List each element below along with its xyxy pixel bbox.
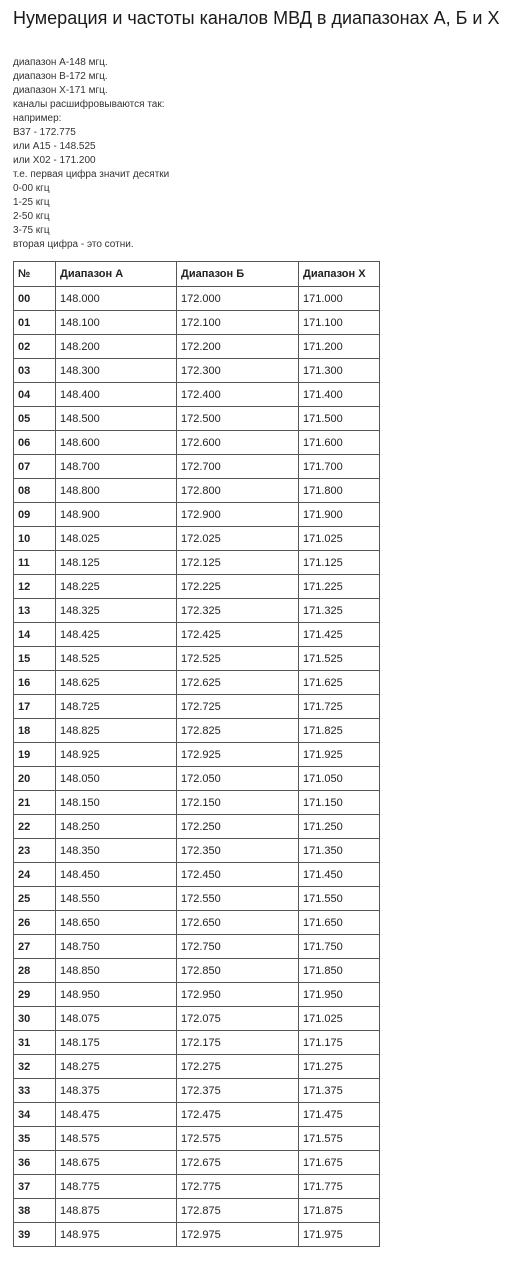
band-b-frequency: 172.025 bbox=[177, 527, 299, 551]
band-x-frequency: 171.700 bbox=[299, 455, 379, 479]
band-a-frequency: 148.525 bbox=[56, 647, 177, 671]
band-b-frequency: 172.900 bbox=[177, 503, 299, 527]
band-b-frequency: 172.600 bbox=[177, 431, 299, 455]
band-b-frequency: 172.700 bbox=[177, 455, 299, 479]
band-a-frequency: 148.600 bbox=[56, 431, 177, 455]
band-a-frequency: 148.950 bbox=[56, 983, 177, 1007]
band-x-frequency: 171.450 bbox=[299, 863, 379, 887]
band-b-frequency: 172.325 bbox=[177, 599, 299, 623]
intro-line: диапазон Х-171 мгц. bbox=[13, 85, 108, 96]
table-row bbox=[14, 1199, 379, 1223]
band-x-frequency: 171.650 bbox=[299, 911, 379, 935]
band-a-frequency: 148.200 bbox=[56, 335, 177, 359]
channel-number: 33 bbox=[14, 1079, 56, 1103]
header-band-a: Диапазон А bbox=[56, 262, 177, 287]
channel-number: 12 bbox=[14, 575, 56, 599]
table-row bbox=[14, 959, 379, 983]
band-x-frequency: 171.050 bbox=[299, 767, 379, 791]
band-a-frequency: 148.400 bbox=[56, 383, 177, 407]
channel-number: 27 bbox=[14, 935, 56, 959]
channel-number: 29 bbox=[14, 983, 56, 1007]
header-number: № bbox=[14, 262, 56, 287]
band-a-frequency: 148.900 bbox=[56, 503, 177, 527]
band-b-frequency: 172.850 bbox=[177, 959, 299, 983]
band-a-frequency: 148.975 bbox=[56, 1223, 177, 1246]
band-a-frequency: 148.275 bbox=[56, 1055, 177, 1079]
table-row bbox=[14, 1151, 379, 1175]
band-a-frequency: 148.125 bbox=[56, 551, 177, 575]
channel-number: 17 bbox=[14, 695, 56, 719]
band-b-frequency: 172.425 bbox=[177, 623, 299, 647]
band-x-frequency: 171.550 bbox=[299, 887, 379, 911]
band-b-frequency: 172.625 bbox=[177, 671, 299, 695]
band-x-frequency: 171.025 bbox=[299, 527, 379, 551]
band-x-frequency: 171.350 bbox=[299, 839, 379, 863]
intro-line: т.е. первая цифра значит десятки bbox=[13, 169, 170, 180]
intro-line: диапазон В-172 мгц. bbox=[13, 71, 108, 82]
intro-text bbox=[13, 56, 169, 252]
channel-number: 16 bbox=[14, 671, 56, 695]
band-a-frequency: 148.700 bbox=[56, 455, 177, 479]
band-a-frequency: 148.625 bbox=[56, 671, 177, 695]
band-x-frequency: 171.925 bbox=[299, 743, 379, 767]
table-row bbox=[14, 1007, 379, 1031]
frequency-table bbox=[13, 261, 380, 1247]
channel-number: 18 bbox=[14, 719, 56, 743]
band-x-frequency: 171.425 bbox=[299, 623, 379, 647]
table-row bbox=[14, 311, 379, 335]
table-row bbox=[14, 671, 379, 695]
channel-number: 03 bbox=[14, 359, 56, 383]
table-row bbox=[14, 431, 379, 455]
band-a-frequency: 148.650 bbox=[56, 911, 177, 935]
band-a-frequency: 148.850 bbox=[56, 959, 177, 983]
table-row bbox=[14, 1079, 379, 1103]
channel-number: 35 bbox=[14, 1127, 56, 1151]
band-a-frequency: 148.025 bbox=[56, 527, 177, 551]
table-row bbox=[14, 1223, 379, 1246]
intro-line: 0-00 кгц bbox=[13, 183, 50, 194]
channel-number: 06 bbox=[14, 431, 56, 455]
band-a-frequency: 148.050 bbox=[56, 767, 177, 791]
band-x-frequency: 171.775 bbox=[299, 1175, 379, 1199]
band-x-frequency: 171.225 bbox=[299, 575, 379, 599]
band-b-frequency: 172.000 bbox=[177, 287, 299, 311]
channel-number: 20 bbox=[14, 767, 56, 791]
band-x-frequency: 171.100 bbox=[299, 311, 379, 335]
band-b-frequency: 172.175 bbox=[177, 1031, 299, 1055]
intro-line: 3-75 кгц bbox=[13, 225, 50, 236]
band-x-frequency: 171.950 bbox=[299, 983, 379, 1007]
band-b-frequency: 172.275 bbox=[177, 1055, 299, 1079]
band-x-frequency: 171.000 bbox=[299, 287, 379, 311]
band-x-frequency: 171.300 bbox=[299, 359, 379, 383]
channel-number: 31 bbox=[14, 1031, 56, 1055]
band-x-frequency: 171.125 bbox=[299, 551, 379, 575]
table-row bbox=[14, 359, 379, 383]
band-b-frequency: 172.450 bbox=[177, 863, 299, 887]
band-a-frequency: 148.425 bbox=[56, 623, 177, 647]
channel-number: 37 bbox=[14, 1175, 56, 1199]
band-x-frequency: 171.500 bbox=[299, 407, 379, 431]
channel-number: 13 bbox=[14, 599, 56, 623]
band-a-frequency: 148.250 bbox=[56, 815, 177, 839]
band-a-frequency: 148.350 bbox=[56, 839, 177, 863]
band-x-frequency: 171.575 bbox=[299, 1127, 379, 1151]
channel-number: 08 bbox=[14, 479, 56, 503]
channel-number: 32 bbox=[14, 1055, 56, 1079]
channel-number: 14 bbox=[14, 623, 56, 647]
band-a-frequency: 148.575 bbox=[56, 1127, 177, 1151]
band-a-frequency: 148.000 bbox=[56, 287, 177, 311]
table-row bbox=[14, 911, 379, 935]
band-x-frequency: 171.325 bbox=[299, 599, 379, 623]
band-x-frequency: 171.025 bbox=[299, 1007, 379, 1031]
band-a-frequency: 148.150 bbox=[56, 791, 177, 815]
band-a-frequency: 148.500 bbox=[56, 407, 177, 431]
table-row bbox=[14, 839, 379, 863]
band-x-frequency: 171.850 bbox=[299, 959, 379, 983]
table-body bbox=[14, 287, 379, 1246]
band-b-frequency: 172.050 bbox=[177, 767, 299, 791]
band-a-frequency: 148.475 bbox=[56, 1103, 177, 1127]
table-row bbox=[14, 887, 379, 911]
band-a-frequency: 148.450 bbox=[56, 863, 177, 887]
channel-number: 26 bbox=[14, 911, 56, 935]
band-x-frequency: 171.725 bbox=[299, 695, 379, 719]
band-x-frequency: 171.375 bbox=[299, 1079, 379, 1103]
intro-line: или А15 - 148.525 bbox=[13, 141, 96, 152]
channel-number: 00 bbox=[14, 287, 56, 311]
table-row bbox=[14, 719, 379, 743]
band-b-frequency: 172.800 bbox=[177, 479, 299, 503]
table-row bbox=[14, 407, 379, 431]
band-x-frequency: 171.675 bbox=[299, 1151, 379, 1175]
band-x-frequency: 171.800 bbox=[299, 479, 379, 503]
table-row bbox=[14, 527, 379, 551]
channel-number: 39 bbox=[14, 1223, 56, 1246]
channel-number: 23 bbox=[14, 839, 56, 863]
channel-number: 15 bbox=[14, 647, 56, 671]
table-row bbox=[14, 1031, 379, 1055]
table-row bbox=[14, 935, 379, 959]
table-row bbox=[14, 287, 379, 311]
band-x-frequency: 171.475 bbox=[299, 1103, 379, 1127]
channel-number: 36 bbox=[14, 1151, 56, 1175]
intro-line: 2-50 кгц bbox=[13, 211, 50, 222]
band-x-frequency: 171.600 bbox=[299, 431, 379, 455]
band-x-frequency: 171.525 bbox=[299, 647, 379, 671]
band-x-frequency: 171.625 bbox=[299, 671, 379, 695]
table-row bbox=[14, 599, 379, 623]
table-row bbox=[14, 695, 379, 719]
band-b-frequency: 172.225 bbox=[177, 575, 299, 599]
band-x-frequency: 171.875 bbox=[299, 1199, 379, 1223]
band-b-frequency: 172.500 bbox=[177, 407, 299, 431]
band-a-frequency: 148.375 bbox=[56, 1079, 177, 1103]
table-row bbox=[14, 863, 379, 887]
band-b-frequency: 172.575 bbox=[177, 1127, 299, 1151]
band-b-frequency: 172.950 bbox=[177, 983, 299, 1007]
band-b-frequency: 172.150 bbox=[177, 791, 299, 815]
band-a-frequency: 148.100 bbox=[56, 311, 177, 335]
band-b-frequency: 172.725 bbox=[177, 695, 299, 719]
table-row bbox=[14, 575, 379, 599]
band-a-frequency: 148.800 bbox=[56, 479, 177, 503]
band-b-frequency: 172.675 bbox=[177, 1151, 299, 1175]
table-header-row bbox=[14, 262, 379, 287]
header-band-b: Диапазон Б bbox=[177, 262, 299, 287]
table-row bbox=[14, 767, 379, 791]
band-b-frequency: 172.750 bbox=[177, 935, 299, 959]
table-row bbox=[14, 983, 379, 1007]
intro-line: например: bbox=[13, 113, 62, 124]
table-row bbox=[14, 1175, 379, 1199]
band-b-frequency: 172.525 bbox=[177, 647, 299, 671]
band-a-frequency: 148.925 bbox=[56, 743, 177, 767]
band-a-frequency: 148.550 bbox=[56, 887, 177, 911]
band-a-frequency: 148.775 bbox=[56, 1175, 177, 1199]
band-b-frequency: 172.825 bbox=[177, 719, 299, 743]
band-b-frequency: 172.775 bbox=[177, 1175, 299, 1199]
intro-line: вторая цифра - это сотни. bbox=[13, 239, 134, 250]
table-row bbox=[14, 815, 379, 839]
intro-line: или Х02 - 171.200 bbox=[13, 155, 96, 166]
band-b-frequency: 172.125 bbox=[177, 551, 299, 575]
band-a-frequency: 148.825 bbox=[56, 719, 177, 743]
band-x-frequency: 171.750 bbox=[299, 935, 379, 959]
channel-number: 24 bbox=[14, 863, 56, 887]
table-row bbox=[14, 551, 379, 575]
table-row bbox=[14, 1127, 379, 1151]
band-b-frequency: 172.100 bbox=[177, 311, 299, 335]
intro-line: диапазон А-148 мгц. bbox=[13, 57, 108, 68]
header-band-x: Диапазон Х bbox=[299, 262, 379, 287]
band-b-frequency: 172.200 bbox=[177, 335, 299, 359]
band-a-frequency: 148.325 bbox=[56, 599, 177, 623]
page-title: Нумерация и частоты каналов МВД в диапазонах А, Б и Х bbox=[13, 8, 500, 28]
table-row bbox=[14, 455, 379, 479]
channel-number: 04 bbox=[14, 383, 56, 407]
band-b-frequency: 172.975 bbox=[177, 1223, 299, 1246]
channel-number: 28 bbox=[14, 959, 56, 983]
band-b-frequency: 172.875 bbox=[177, 1199, 299, 1223]
table-row bbox=[14, 623, 379, 647]
table-row bbox=[14, 383, 379, 407]
band-x-frequency: 171.150 bbox=[299, 791, 379, 815]
channel-number: 34 bbox=[14, 1103, 56, 1127]
band-b-frequency: 172.350 bbox=[177, 839, 299, 863]
band-b-frequency: 172.650 bbox=[177, 911, 299, 935]
band-a-frequency: 148.675 bbox=[56, 1151, 177, 1175]
band-x-frequency: 171.275 bbox=[299, 1055, 379, 1079]
table-row bbox=[14, 503, 379, 527]
band-x-frequency: 171.400 bbox=[299, 383, 379, 407]
band-x-frequency: 171.200 bbox=[299, 335, 379, 359]
table-row bbox=[14, 791, 379, 815]
band-a-frequency: 148.725 bbox=[56, 695, 177, 719]
channel-number: 11 bbox=[14, 551, 56, 575]
band-b-frequency: 172.375 bbox=[177, 1079, 299, 1103]
channel-number: 25 bbox=[14, 887, 56, 911]
band-x-frequency: 171.900 bbox=[299, 503, 379, 527]
channel-number: 05 bbox=[14, 407, 56, 431]
band-a-frequency: 148.075 bbox=[56, 1007, 177, 1031]
band-x-frequency: 171.250 bbox=[299, 815, 379, 839]
channel-number: 19 bbox=[14, 743, 56, 767]
band-b-frequency: 172.400 bbox=[177, 383, 299, 407]
intro-line: В37 - 172.775 bbox=[13, 127, 76, 138]
channel-number: 02 bbox=[14, 335, 56, 359]
band-a-frequency: 148.875 bbox=[56, 1199, 177, 1223]
band-a-frequency: 148.225 bbox=[56, 575, 177, 599]
channel-number: 10 bbox=[14, 527, 56, 551]
band-b-frequency: 172.250 bbox=[177, 815, 299, 839]
table-row bbox=[14, 335, 379, 359]
channel-number: 21 bbox=[14, 791, 56, 815]
table-row bbox=[14, 1055, 379, 1079]
band-b-frequency: 172.075 bbox=[177, 1007, 299, 1031]
band-x-frequency: 171.975 bbox=[303, 1228, 343, 1241]
channel-number: 07 bbox=[14, 455, 56, 479]
channel-number: 09 bbox=[14, 503, 56, 527]
table-row bbox=[14, 479, 379, 503]
band-b-frequency: 172.925 bbox=[177, 743, 299, 767]
intro-line: каналы расшифровываются так: bbox=[13, 99, 165, 110]
channel-number: 01 bbox=[14, 311, 56, 335]
band-a-frequency: 148.750 bbox=[56, 935, 177, 959]
band-b-frequency: 172.550 bbox=[177, 887, 299, 911]
channel-number: 30 bbox=[14, 1007, 56, 1031]
table-row bbox=[14, 743, 379, 767]
band-b-frequency: 172.475 bbox=[177, 1103, 299, 1127]
table-row bbox=[14, 1103, 379, 1127]
channel-number: 38 bbox=[14, 1199, 56, 1223]
band-b-frequency: 172.300 bbox=[177, 359, 299, 383]
band-x-frequency: 171.825 bbox=[299, 719, 379, 743]
table-row bbox=[14, 647, 379, 671]
band-x-frequency: 171.175 bbox=[299, 1031, 379, 1055]
band-a-frequency: 148.175 bbox=[56, 1031, 177, 1055]
band-a-frequency: 148.300 bbox=[56, 359, 177, 383]
intro-line: 1-25 кгц bbox=[13, 197, 50, 208]
channel-number: 22 bbox=[14, 815, 56, 839]
